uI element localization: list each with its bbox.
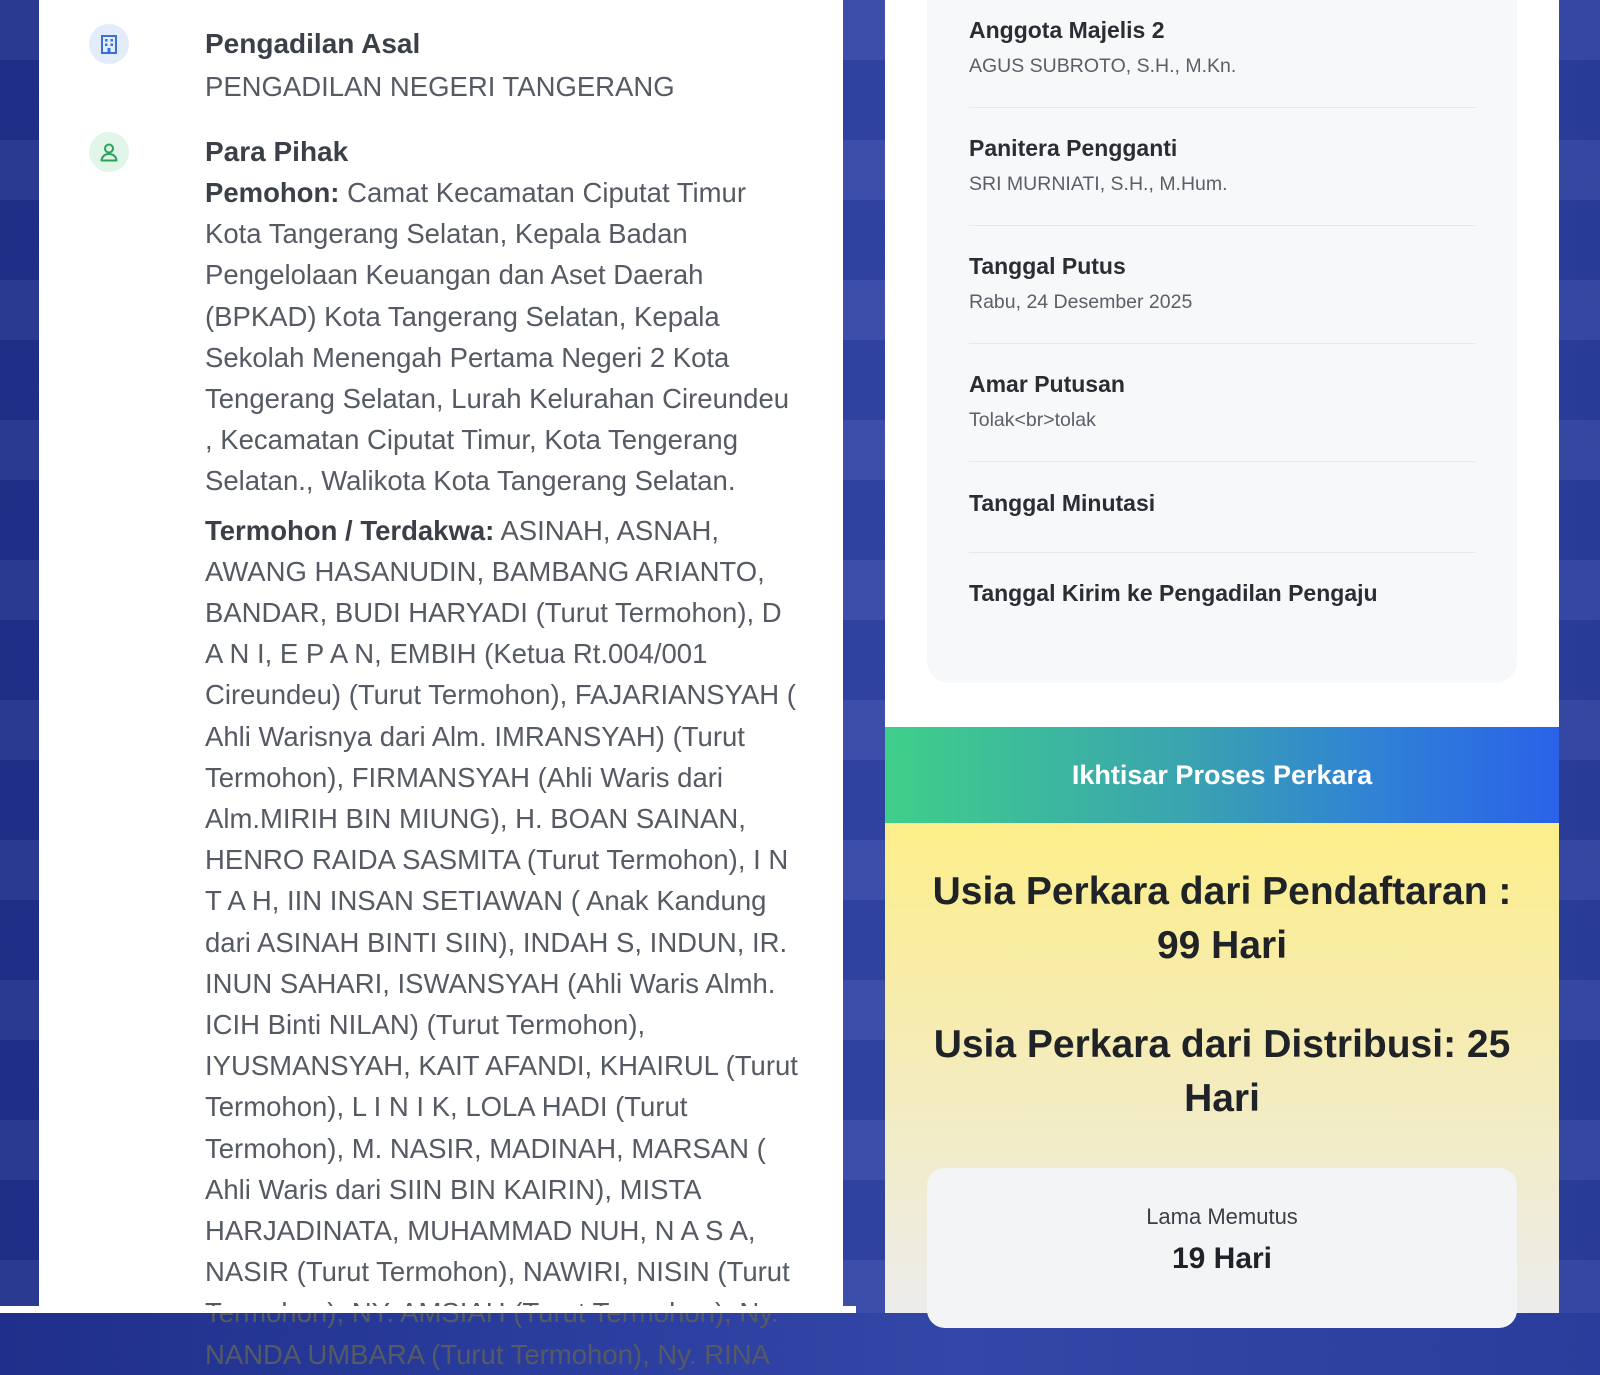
detail-label: Tanggal Putus xyxy=(969,253,1126,279)
detail-value: Tolak<br>tolak xyxy=(969,409,1096,431)
case-detail-panel xyxy=(885,0,1559,1313)
decision-duration-label: Lama Memutus xyxy=(1146,1204,1298,1229)
applicant-label: Pemohon: xyxy=(205,177,340,208)
court-origin-title: Pengadilan Asal xyxy=(205,28,421,59)
decision-duration-value: 19 Hari xyxy=(1171,1242,1273,1275)
applicant-block xyxy=(205,172,803,502)
decision-detail-card xyxy=(927,0,1517,683)
detail-label: Amar Putusan xyxy=(969,371,1125,397)
detail-item-tanggal-kirim xyxy=(969,577,1475,637)
detail-item-tanggal-putus xyxy=(969,250,1475,344)
respondent-label: Termohon / Terdakwa: xyxy=(205,514,495,546)
background-left-edge xyxy=(0,0,39,1313)
court-origin-value: PENGADILAN NEGERI TANGERANG xyxy=(205,71,675,102)
summary-header xyxy=(885,727,1559,823)
building-icon xyxy=(89,24,129,64)
summary-body xyxy=(885,823,1559,1313)
detail-item-amar-putusan xyxy=(969,368,1475,462)
detail-item-tanggal-minutasi xyxy=(969,487,1475,553)
age-registration-line2: 99 Hari xyxy=(1156,924,1288,967)
age-distribution-line1: Usia Perkara dari Distribusi: 25 xyxy=(933,1023,1511,1066)
applicant-text: Camat Kecamatan Ciputat Timur Kota Tangerang Selatan, Kepala Badan Pengelolaan Keuangan dan Aset Daerah (BPKAD) Kota Tangerang Selatan, Kepala Sekolah Menengah Pertama Negeri 2 Kota Tengerang Selatan, Lurah Kelurahan Cireundeu , Kecamatan Ciputat Timur, Kota Tengerang Selatan., Walikota Kota Tangerang Selatan. xyxy=(205,177,790,497)
age-registration-line1: Usia Perkara dari Pendaftaran : xyxy=(932,870,1512,913)
parties-row xyxy=(89,132,803,1370)
person-icon xyxy=(89,132,129,172)
background-right-edge xyxy=(1559,0,1600,1313)
respondent-text: ASINAH, ASNAH, AWANG HASANUDIN, BAMBANG ARIANTO, BANDAR, BUDI HARYADI (Turut Termohon), D A N I, E P A N, EMBIH (Ketua Rt.004/001 Cireundeu) (Turut Termohon), FAJARIANSYAH ( Ahli Warisnya dari Alm. IMRANSYAH) (Turut Termohon), FIRMANSYAH (Ahli Waris dari Alm.MIRIH BIN MIUNG), H. BOAN SAINAN, HENRO RAIDA SASMITA (Turut Termohon), I N T A H, IIN INSAN SETIAWAN ( Anak Kandung dari ASINAH BINTI SIIN), INDAH S, INDUN, IR. INUN SAHARI, ISWANSYAH (Ahli Waris Almh. ICIH Binti NILAN) (Turut Termohon), IYUSMANSYAH, KAIT AFANDI, KHAIRUL (Turut Termohon), L I N I K, LOLA HADI (Turut Termohon), M. NASIR, MADINAH, MARSAN ( Ahli Waris dari SIIN BIN KAIRIN), MISTA HARJADINATA, MUHAMMAD NUH, N A S A, NASIR (Turut Termohon), NAWIRI, NISIN (Turut NANDA UMBARA (Turut Termohon), Ny. RINA xyxy=(205,514,798,1370)
court-origin-row xyxy=(89,24,803,104)
case-info-panel xyxy=(39,0,843,1370)
detail-value: SRI MURNIATI, S.H., M.Hum. xyxy=(969,173,1228,195)
age-distribution-line2: Hari xyxy=(1184,1077,1260,1120)
left-panel-bottom-edge xyxy=(0,1306,856,1313)
detail-item-anggota-majelis-2 xyxy=(969,14,1475,108)
background-middle-gap xyxy=(843,0,885,1313)
summary-title: Ikhtisar Proses Perkara xyxy=(1071,759,1373,790)
detail-item-panitera-pengganti xyxy=(969,132,1475,226)
decision-duration-card xyxy=(927,1168,1517,1328)
detail-label: Tanggal Minutasi xyxy=(969,490,1156,516)
respondent-block xyxy=(205,510,803,1375)
detail-value: Rabu, 24 Desember 2025 xyxy=(969,291,1193,313)
parties-title: Para Pihak xyxy=(205,136,349,167)
detail-label: Tanggal Kirim ke Pengadilan Pengaju xyxy=(969,580,1378,606)
detail-label: Panitera Pengganti xyxy=(969,135,1178,161)
detail-label: Anggota Majelis 2 xyxy=(969,17,1165,43)
detail-value: AGUS SUBROTO, S.H., M.Kn. xyxy=(969,55,1237,77)
